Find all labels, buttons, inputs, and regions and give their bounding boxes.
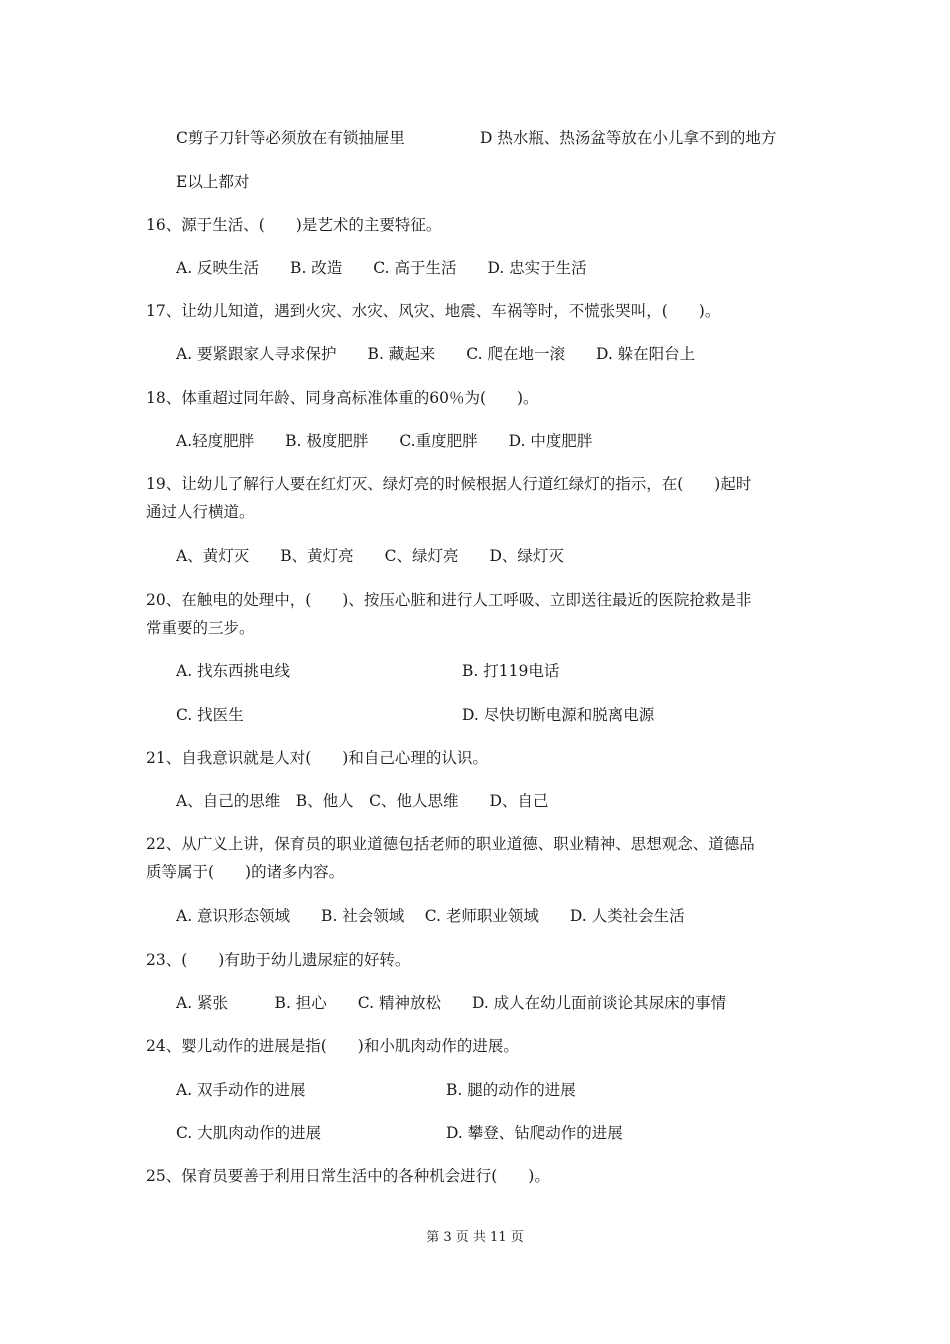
option-20-a: A. 找东西挑电线: [176, 662, 291, 680]
question-23: 23、( )有助于幼儿遗尿症的好转。: [146, 951, 411, 969]
option-24-c: C. 大肌肉动作的进展: [176, 1124, 322, 1142]
options-23: A. 紧张 B. 担心 C. 精神放松 D. 成人在幼儿面前谈论其尿床的事情: [176, 994, 727, 1012]
options-17: A. 要紧跟家人寻求保护 B. 藏起来 C. 爬在地一滚 D. 躲在阳台上: [176, 345, 696, 363]
options-19: A、黄灯灭 B、黄灯亮 C、绿灯亮 D、绿灯灭: [176, 547, 564, 565]
option-24-d: D. 攀登、钻爬动作的进展: [446, 1124, 623, 1142]
question-17: 17、让幼儿知道，遇到火灾、水灾、风灾、地震、车祸等时，不慌张哭叫，( )。: [146, 302, 721, 320]
question-22-cont: 质等属于( )的诸多内容。: [146, 863, 345, 881]
question-25: 25、保育员要善于利用日常生活中的各种机会进行( )。: [146, 1167, 550, 1185]
question-24: 24、婴儿动作的进展是指( )和小肌肉动作的进展。: [146, 1037, 519, 1055]
question-20-cont: 常重要的三步。: [146, 619, 255, 637]
question-16: 16、源于生活、( )是艺术的主要特征。: [146, 216, 442, 234]
option-line: C剪子刀针等必须放在有锁抽屉里: [176, 129, 405, 147]
question-20: 20、在触电的处理中，( )、按压心脏和进行人工呼吸、立即送往最近的医院抢救是非: [146, 591, 752, 609]
options-18: A.轻度肥胖 B. 极度肥胖 C.重度肥胖 D. 中度肥胖: [176, 432, 593, 450]
question-22: 22、从广义上讲，保育员的职业道德包括老师的职业道德、职业精神、思想观念、道德品: [146, 835, 755, 853]
page-footer: 第 3 页 共 11 页: [426, 1230, 524, 1245]
options-22: A. 意识形态领域 B. 社会领域 C. 老师职业领域 D. 人类社会生活: [176, 907, 685, 925]
option-20-c: C. 找医生: [176, 706, 244, 724]
option-line: D 热水瓶、热汤盆等放在小儿拿不到的地方: [480, 129, 777, 147]
question-19: 19、让幼儿了解行人要在红灯灭、绿灯亮的时候根据人行道红绿灯的指示，在( )起时: [146, 475, 752, 493]
question-18: 18、体重超过同年龄、同身高标准体重的60％为( )。: [146, 389, 539, 407]
question-19-cont: 通过人行横道。: [146, 503, 255, 521]
option-20-b: B. 打119电话: [462, 662, 560, 680]
option-24-b: B. 腿的动作的进展: [446, 1081, 576, 1099]
option-20-d: D. 尽快切断电源和脱离电源: [462, 706, 655, 724]
question-21: 21、自我意识就是人对( )和自己心理的认识。: [146, 749, 488, 767]
options-21: A、自己的思维 B、他人 C、他人思维 D、自己: [176, 792, 549, 810]
options-16: A. 反映生活 B. 改造 C. 高于生活 D. 忠实于生活: [176, 259, 587, 277]
option-24-a: A. 双手动作的进展: [176, 1081, 306, 1099]
option-line: E以上都对: [176, 173, 250, 191]
